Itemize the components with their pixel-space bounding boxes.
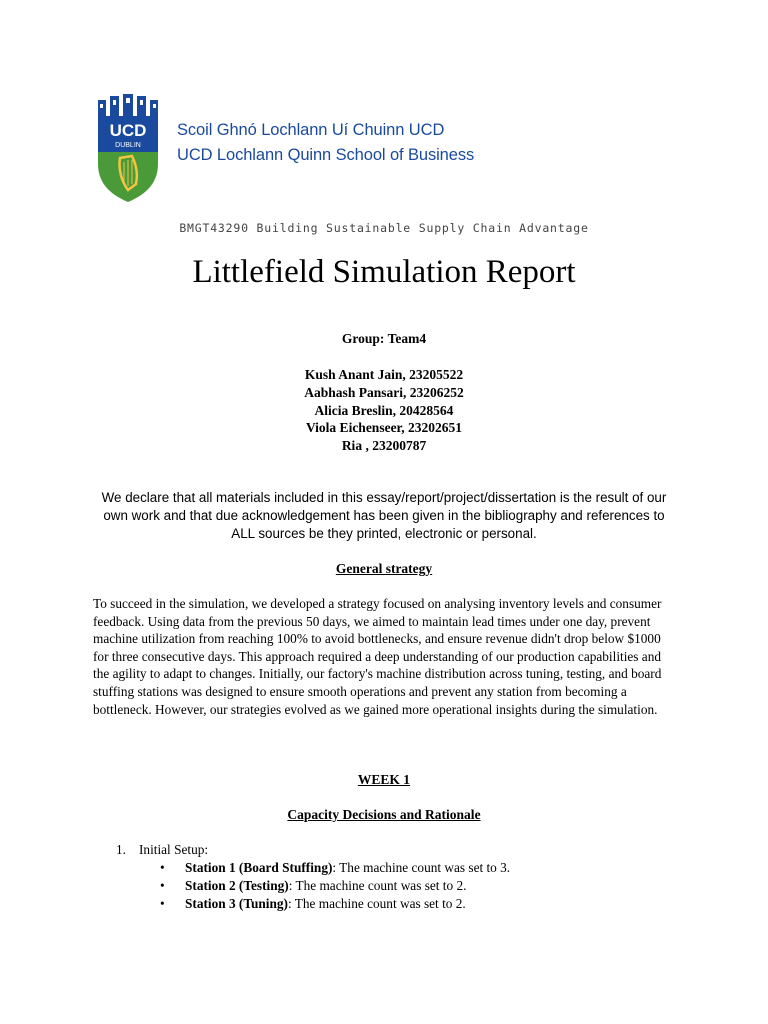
capacity-heading: Capacity Decisions and Rationale	[287, 807, 481, 822]
list-number: 1.	[116, 842, 126, 857]
school-name-irish: Scoil Ghnó Lochlann Uí Chuinn UCD	[177, 121, 445, 139]
week-heading: WEEK 1	[357, 772, 411, 787]
member-item: Ria , 23200787	[341, 438, 427, 454]
bullet-icon: •	[160, 878, 165, 893]
setup-list	[93, 842, 693, 914]
member-list	[0, 366, 768, 455]
member-item: Kush Anant Jain, 23205522	[304, 367, 464, 382]
bullet-icon: •	[160, 860, 165, 875]
station-name: Station 1 (Board Stuffing)	[185, 860, 333, 875]
logo-sub-text: DUBLIN	[115, 142, 141, 149]
group-name: Group: Team4	[341, 331, 427, 346]
station-detail: : The machine count was set to 3.	[332, 860, 511, 875]
bullet-item	[93, 878, 693, 896]
declaration-text: We declare that all materials included in this essay/report/project/dissertation is the result of our own work and that due acknowledgement has been given in the bibliography and references to ALL sources be they printed, electronic or personal.	[101, 490, 667, 541]
general-strategy-paragraph: To succeed in the simulation, we developed a strategy focused on analysing inventory levels and consumer feedback. Using data from the previous 50 days, we aimed to maintain lead times under one day, prevent machine utilization from reaching 100% to avoid bottlenecks, and ensure revenue didn't drop below $1000 for three consecutive days. This approach required a deep understanding of our production capabilities and the agility to adapt to changes. Initially, our factory's machine distribution across tuning, testing, and board stuffing stations was designed to ensure smooth operations and prevent any station from becoming a bottleneck. However, our strategies evolved as we gained more operational insights during the simulation.	[93, 596, 662, 717]
general-strategy-heading: General strategy	[335, 561, 433, 576]
list-item	[93, 842, 693, 860]
report-title: Littlefield Simulation Report	[192, 254, 576, 290]
station-detail: : The machine count was set to 2.	[287, 896, 466, 911]
station-name: Station 3 (Tuning)	[185, 896, 288, 911]
member-item: Viola Eichenseer, 23202651	[305, 420, 463, 436]
bullet-item	[93, 860, 693, 878]
ucd-logo	[96, 94, 160, 202]
station-name: Station 2 (Testing)	[185, 878, 289, 893]
station-detail: : The machine count was set to 2.	[288, 878, 467, 893]
ucd-crest-icon	[96, 94, 160, 202]
logo-brand-text: UCD	[109, 121, 147, 140]
bullet-icon: •	[160, 896, 165, 911]
member-item: Alicia Breslin, 20428564	[314, 402, 454, 418]
member-item: Aabhash Pansari, 23206252	[304, 384, 464, 400]
school-name-english: UCD Lochlann Quinn School of Business	[177, 146, 475, 164]
course-code: BMGT43290 Building Sustainable Supply Chain Advantage	[179, 221, 589, 235]
list-label: Initial Setup:	[139, 842, 209, 857]
bullet-item	[93, 896, 693, 914]
